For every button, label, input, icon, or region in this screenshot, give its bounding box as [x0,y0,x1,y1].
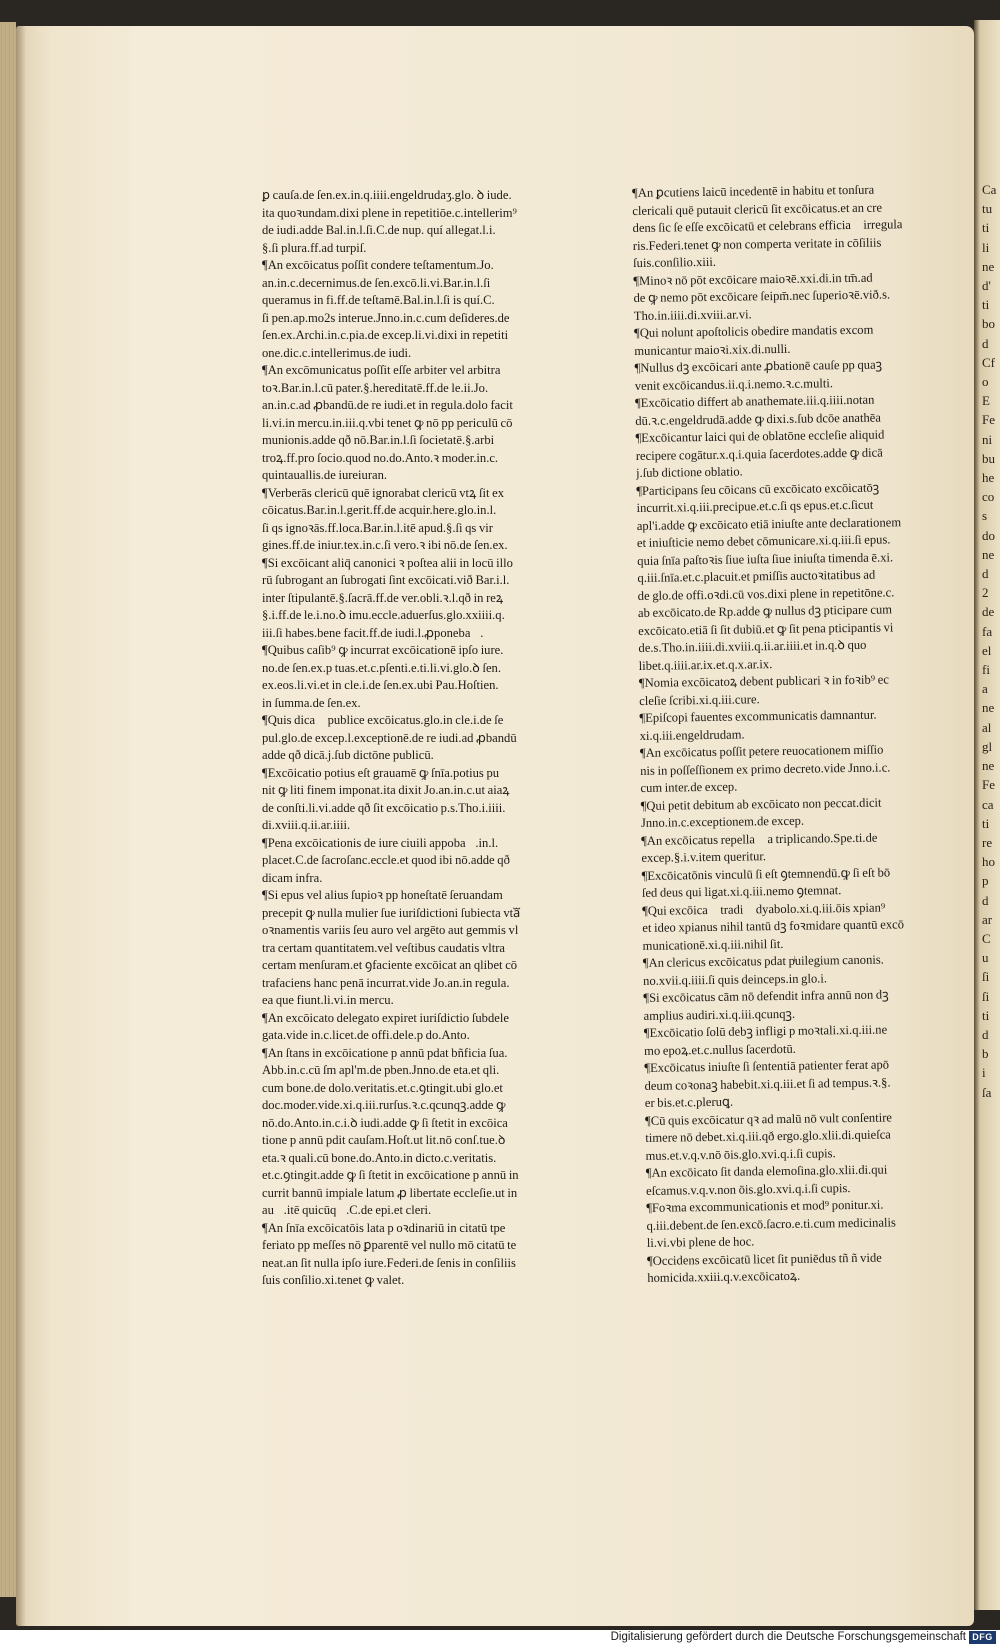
text-line: de glo.de offi.oꝛdi.cū vos.dixi plene in repetitōne.c. [637,584,895,603]
text-line: oꝛnamentis variis ſeu auro vel argēto aut gemmis vl [262,923,519,937]
fragment-line: fi [982,662,990,678]
fragment-line: bu [982,450,995,466]
fragment-line: d [982,892,989,908]
text-line: precepit ꝙ nulla mulier ſue iuriſdictioni ſubiecta vtaᷓ [262,905,521,920]
fragment-line: s [982,508,988,524]
text-line: timere nō debet.xi.q.iii.qð ergo.glo.xlii.di.quieſca [645,1127,891,1145]
text-line: ¶An ꝑcutiens laicū incedentē in habitu et tonſura [632,182,875,200]
text-line: li.vi.in mercu.in.iii.q.vbi tenet ꝙ nō pp periculū cō [262,415,513,430]
fragment-line: ho [982,854,995,870]
fragment-line: E [982,393,990,409]
page-gutter-shadow [16,26,26,1626]
fragment-line: co [982,489,995,505]
text-line: q.iii.ſnīa.et.c.placuit.et pmiſſis auctoꝛitatibus ad [637,567,876,585]
text-line: ſen.ex.Archi.in.c.pia.de excep.li.vi.dixi in repetiti [262,328,509,342]
text-line: clericali quē putauit clericū ſit excōicatus.et an cre [632,200,883,218]
text-line: ita quoꝛundam.dixi plene in repetitiōe.c.intellerim⁹ [262,205,517,220]
text-line: q.iii.debent.de ſen.excō.ſacro.e.ti.cum medicinalis [646,1214,896,1233]
fragment-line: el [982,642,992,658]
text-line: ¶Qui petit debitum ab excōicato non peccat.dicit [640,795,882,813]
text-line: ¶Quis dicaᷓ publice excōicatus.glo.in cle.i.de ſe [262,713,504,727]
text-line: incurrit.xi.q.iii.precipue.et.c.ſi qs epus.et.c.ſicut [636,497,874,515]
text-line: gines.ff.de iniur.tex.in.c.ſi vero.ꝛ ibi nō.de ſen.ex. [262,538,508,552]
text-line: quia ſnīa paſtoꝛis ſiue iuſta ſiue iniuſta timenda ē.xi. [637,549,894,568]
text-line: ab excōicato.de Rp.adde ꝙ nullus dꝫ pticipare cum [637,602,893,620]
fragment-line: o [982,374,989,390]
text-line: et.c.ꝯtingit.adde ꝙ ſi ſtetit in excōicatione p annū in [262,1168,519,1182]
text-line: ¶Excōicatōnis vinculū ſi eſt ꝯtemnendū.ꝙ ſi eſt bō [641,864,891,883]
text-line: ¶Excōicatus iniuſte ſi ſententiā patienter ferat apō [644,1057,890,1075]
fragment-line: re [982,834,993,850]
text-line: nō.do.Anto.in.c.i.ꝺ iudi.adde ꝙ ſi ſtetit in excōica [262,1115,508,1130]
text-line: currit bannū impiale latum ꝓ libertate eccleſie.ut in [262,1185,518,1200]
text-line: excōicato.etiā ſi ſit dubiū.et ꝙ ſit pena pticipantis vi [638,619,894,638]
text-line: ſi qs ignoꝛās.ff.loca.Bar.in.l.itē apud.§.ſi qs vir [262,520,493,535]
text-line: ¶Excōicatio ſolū debꝫ infligi p moꝛtali.xi.q.iii.ne [643,1022,888,1040]
fragment-line: ti [982,1007,990,1023]
text-line: ¶An ſtans in excōicatione p annū pdat bñficia ſua. [262,1045,508,1060]
text-line: xi.q.iii.engeldrudam. [639,726,745,743]
text-line: eſcamus.v.q.v.non ōis.glo.xvi.q.i.ſi cupis. [645,1180,851,1198]
text-line: dens ſic ſe eſſe excōicatū et celebrans efficiaᷓ irregula [632,217,903,235]
fragment-line: ne [982,700,995,716]
text-line: et iniuſticie nemo debet cōmunicare.xi.q.iii.ſi epus. [636,532,891,550]
text-line: ¶An ſnīa excōicatōis lata p oꝛdinariū in citatū tpe [262,1220,506,1235]
fragment-line: ne [982,546,995,562]
text-line: ¶Excōicatio potius eſt grauamē ꝙ ſnīa.potius pu [262,765,500,780]
text-line: ¶Verberās clericū quē ignorabat clericū vtꝝ ſit ex [262,485,505,500]
text-line: di.xviii.q.ii.ar.iiii. [262,818,351,832]
text-line: gata.vide in.c.licet.de offi.dele.p do.Anto. [262,1028,470,1042]
dfg-logo: DFG [969,1631,996,1644]
text-line: troꝝ.ff.pro ſocio.quod no.do.Anto.ꝛ moder.in.c. [262,450,499,465]
fragment-line: de [982,604,995,620]
text-line: ¶An clericus excōicatus pdat pͥuilegium canonis. [642,952,884,970]
text-line: Jnno.in.c.exceptionem.de excep. [640,813,805,830]
fragment-line: ti [982,815,990,831]
text-line: inter ſtipulantē.§.ſacrā.ff.de ver.obli.ꝛ.l.qð in reꝝ [262,590,504,605]
text-line: ſed deus qui ligat.xi.q.iii.nemo ꝯtemnat. [641,883,842,900]
text-line: cum inter.de excep. [640,779,738,795]
text-column-left [262,187,562,1290]
text-line: cleſie ſcribi.xi.q.iii.cure. [639,691,760,708]
text-line: feriato pp meſſes nō ꝑparentē vel nullo mō citatū te [262,1238,517,1252]
fragment-line: Cf [982,354,995,370]
text-line: dū.ꝛ.c.engeldrudā.adde ꝙ dixi.s.ſub dcōe anathēa [635,410,881,428]
text-line: certam menſuram.et ꝯfaciente excōicat an qlibet cō [262,958,518,972]
text-line: quintauallis.de iureiuran. [262,468,388,482]
text-line: rū ſubrogant an ſubrogati ſint excōicati.við Bar.i.l. [262,573,510,587]
fragment-line: bo [982,316,995,332]
text-column-right [632,181,945,1288]
text-line: ¶Si excōicatus cām nō defendit infra annū non dꝫ [643,987,889,1005]
fragment-line: Fe [982,777,995,793]
text-line: §.i.ff.de le.i.no.ꝺ imu.eccle.aduerſus.glo.xxiiii.q. [262,608,505,622]
text-line: an.in.c.ad ꝓbandū.de re iudi.et in regula.dolo facit [262,398,513,412]
fragment-line: Ca [982,182,997,197]
text-line: placet.C.de ſacroſanc.eccle.et quod ibi nō.adde qð [262,853,510,867]
fragment-line: d [982,1026,989,1042]
adjacent-page-edge [974,20,1000,1610]
fragment-line: d' [982,278,991,294]
text-line: one.dic.c.intellerimus.de iudi. [262,345,412,360]
text-line: ſuis conſilio.xi.tenet ꝙ valet. [262,1273,405,1287]
text-line: munionis.adde qð nō.Bar.in.l.ſi ſocietatē.§.arbi [262,433,495,447]
text-line: ex.eos.li.vi.et in cle.i.de ſen.ex.ubi Pau.Hoſtien. [262,678,499,692]
text-line: municantur maioꝛi.xix.di.nulli. [634,341,791,358]
text-line: li.vi.vbi plene de hoc. [646,1234,755,1250]
fragment-line: fa [982,623,993,639]
text-line: mo epoꝝ.et.c.nullus ſacerdotū. [643,1041,796,1058]
text-line: de.s.Tho.in.iiii.di.xviii.q.ii.ar.iiii.et in.q.ꝺ quo [638,637,867,655]
text-line: de iudi.adde Bal.in.l.ſi.C.de nup. quí allegat.l.i. [262,223,496,237]
text-line: doc.moder.vide.xi.q.iii.rurſus.ꝛ.c.qcunqꝫ.adde ꝙ [262,1098,506,1112]
text-line: j.ſub dictione oblatio. [635,464,743,480]
text-line: ¶Qui excōicaᷓ tradiᷓ dyabolo.xi.q.iii.ōis xpian⁹ [642,900,886,918]
fragment-line: u [982,950,989,966]
text-line: in ſumma.de ſen.ex. [262,695,361,710]
text-line: ¶Participans ſeu cōicans cū excōicato excōicatōꝫ [636,480,880,498]
text-line: tione p annū pdit cauſam.Hoſt.ut lit.nō conſ.tue.ꝺ [262,1133,506,1147]
text-line: ¶Pena excōicationis de iure ciuili appobaᷓ.in.l. [262,835,499,850]
fragment-line: ne [982,258,995,274]
adjacent-page-text [982,180,1000,1102]
fragment-line: ne [982,758,995,774]
text-line: apl'i.adde ꝙ excōicato etiā iniuſte ante declarationem [636,514,902,533]
text-line: ¶Nullus dꝫ excōicari ante ꝓbationē cauſe pp quaꝫ [634,357,883,375]
fragment-line: d [982,566,989,582]
text-line: de ꝙ nemo pōt excōicare ſeipm̄.nec ſuperioꝛē.við.s. [633,287,891,305]
text-line: ¶Minoꝛ nō pōt excōicare maioꝛē.xxi.di.in tm̄.ad [633,270,873,288]
text-line: ¶An excōmunicatus poſſit eſſe arbiter vel arbitra [262,363,501,377]
fragment-line: ca [982,796,994,812]
text-line: libet.q.iiii.ar.ix.et.q.x.ar.ix. [638,656,773,673]
text-line: recipere cogātur.x.q.i.quia ſacerdotes.adde ꝙ dicā [635,445,883,463]
fragment-line: Fe [982,412,995,428]
fragment-line: ſi [982,969,990,985]
text-line: ¶Qui nolunt apoſtolicis obedire mandatis excom [633,322,874,340]
text-line: ¶An excōicatus poſſit petere reuocationem miſſio [639,742,884,760]
text-line: ¶Cū quis excōicatur qꝛ ad malū nō vult conſentire [644,1109,893,1128]
text-line: ¶Epiſcopi fauentes excommunicatis damnantur. [639,707,877,725]
text-line: ꝑ cauſa.de ſen.ex.in.q.iiii.engeldrudaʒ.glo. ꝺ iude. [262,188,512,202]
text-line: §.ſi plura.ff.ad turpiſ. [262,240,367,255]
text-line: de conſti.li.vi.adde qð ſit excōicatio p.s.Tho.i.iiii. [262,800,506,815]
text-line: adde qð dicā.j.ſub dictōne publicū. [262,748,434,762]
fragment-line: do [982,527,995,543]
text-line: ¶An excōicato delegato expiret iuriſdictio ſubdele [262,1010,509,1025]
text-line: ¶Nomia excōicatoꝝ debent publicari ꝛ in foꝛib⁹ ec [638,672,890,690]
text-line: cum bone.de dolo.veritatis.et.c.ꝯtingit.ubi glo.et [262,1080,503,1095]
text-line: homicida.xxiii.q.v.excōicatoꝝ. [647,1268,801,1285]
text-line: Tho.in.iiii.di.xviii.ar.vi. [633,306,752,323]
text-line: dicam infra. [262,870,323,885]
book-page-edges [0,22,16,1597]
fragment-line: ſa [982,1084,992,1100]
fragment-line: tu [982,201,993,217]
fragment-line: gl [982,738,993,754]
text-line: ſi pen.ap.mo2s interue.Jnno.in.c.cum deſideres.de [262,310,510,325]
text-line: an.in.c.decernimus.de ſen.excō.li.vi.Bar.in.l.ſi [262,275,491,290]
text-line: pul.glo.de excep.l.exceptionē.de re iudi.ad ꝓbandū [262,730,517,745]
text-line: ¶An excōicato ſit danda elemoſina.glo.xlii.di.qui [645,1162,888,1180]
fragment-line: ti [982,297,990,313]
text-line: ¶Si epus vel alius ſupioꝛ pp honeſtatē ſeruandam [262,888,503,902]
text-line: et ideo xpianus nihil tantū dꝫ foꝛmidare quantū excō [642,917,905,935]
text-line: excep.§.i.v.item queritur. [641,849,767,865]
text-line: ris.Federi.tenet ꝙ non comperta veritate in cōſiliis [632,235,882,253]
fragment-line: p [982,873,989,889]
text-line: auᷓ.itē quicūqꝫ.C.de epi.et cleri. [262,1203,432,1217]
fragment-line: C [982,930,991,946]
fragment-line: d [982,335,989,351]
text-line: ea que fiunt.li.vi.in mercu. [262,993,394,1007]
text-line: ¶Foꝛma excommunicationis et mod⁹ ponitur.xi. [646,1197,884,1215]
fragment-line: li [982,239,990,255]
fragment-line: ſi [982,988,990,1004]
text-line: nis in poſſeſſionem ex primo decreto.vide Jnno.i.c. [640,759,891,778]
text-line: ¶Quibus caſib⁹ ꝙ incurrat excōicationē ipſo iure. [262,643,504,657]
fragment-line: ti [982,220,990,236]
text-line: ſuis.conſilio.xiii. [632,254,717,270]
text-line: cōicatus.Bar.in.l.gerit.ff.de acquir.here.glo.in.l. [262,503,497,517]
fragment-line: b [982,1046,989,1062]
text-line: Abb.in.c.cū ſm apl'm.de pben.Jnno.de eta.et qli. [262,1063,500,1077]
text-line: mus.et.v.q.v.nō ōis.glo.xvi.q.i.ſi cupis. [645,1145,836,1163]
text-line: er bis.et.c.pleruꝗ. [644,1094,734,1110]
text-line: iii.ſi habes.bene facit.ff.de iudi.l.ꝓponebaᷓ. [262,625,484,640]
text-line: neat.an ſit nulla ipſo iure.Federi.de ſenis in conſiliis [262,1255,516,1270]
fragment-line: al [982,719,992,735]
text-line: trafaciens hanc penā incurrat.vide Jo.an.in regula. [262,975,510,990]
text-line: no.de ſen.ex.p tuas.et.c.pſenti.e.ti.li.vi.glo.ꝺ ſen. [262,660,501,675]
text-line: ¶Occidens excōicatū licet ſit puniēdus tñ ñ videᷓ [646,1249,892,1268]
text-line: ¶An excōicatus poſſit condere teſtamentum.Jo. [262,258,494,272]
text-line: tra certam quantitatem.vel veſtibus caudatis vltra [262,940,505,955]
fragment-line: 2 [982,585,989,601]
text-line: ¶Si excōicant aliq̄ canonici ꝛ poſtea alii in locū illo [262,555,513,570]
text-line: eta.ꝛ quali.cū bone.do.Anto.in dicto.c.veritatis. [262,1150,497,1165]
text-line: queramus in fi.ff.de teſtamē.Bal.in.l.ſi is quí.C. [262,293,495,307]
text-line: no.xvii.q.iiii.ſi quis deinceps.in glo.i. [643,970,828,988]
text-line: deum coꝛonaꝫ habebit.xi.q.iii.et ſi ad tempus.ꝛ.§. [644,1074,891,1093]
text-line: ¶Excōicatio differt ab anathemate.iii.q.iiii.notan [634,392,875,410]
text-line: municationē.xi.q.iii.nihil ſit. [642,936,784,953]
text-line: ¶Excōicantur laici qui de oblatōne eccleſie aliquid [635,427,885,445]
text-line: venit excōicandus.ii.q.i.nemo.ꝛ.c.multi. [634,375,834,393]
footer-bar [0,1630,1000,1646]
fragment-line: i [982,1065,986,1081]
funding-credit: Digitalisierung gefördert durch die Deutsche Forschungsgemeinschaft [610,1631,966,1643]
fragment-line: ar [982,911,993,927]
fragment-line: he [982,470,995,486]
text-line: amplius audiri.xi.q.iii.qcunqꝫ. [643,1006,796,1023]
text-line: nit ꝙ liti finem imponat.ita dixit Jo.an.in.c.ut aiaꝝ [262,783,510,797]
text-line: toꝛ.Bar.in.l.cū pater.§.hereditatē.ff.de le.ii.Jo. [262,380,489,395]
fragment-line: ni [982,431,993,447]
fragment-line: a [982,681,988,697]
text-line: ¶An excōicatus repellaᷓ a triplicando.Spe.ti.de [641,830,878,848]
